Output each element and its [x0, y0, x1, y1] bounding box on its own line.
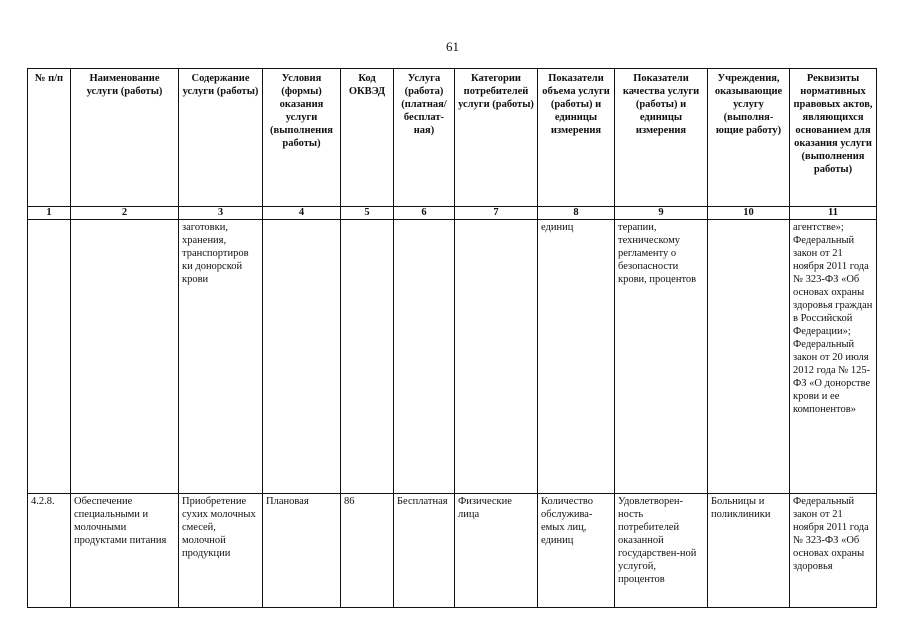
services-table	[27, 68, 877, 608]
header-cell: Наименование услуги (работы)	[71, 69, 179, 207]
table-cell: Приобретение сухих молочных смесей, молочной продукции	[179, 494, 263, 608]
column-number: 2	[71, 207, 179, 220]
page-number: 61	[446, 39, 459, 54]
column-number: 6	[394, 207, 455, 220]
column-number: 3	[179, 207, 263, 220]
column-number-row	[28, 207, 877, 220]
table-cell: терапии, техническому регламенту о безопасности крови, процентов	[615, 220, 708, 494]
table-cell	[455, 220, 538, 494]
table-cell: Удовлетворен-ность потребителей оказанной государствен-ной услугой, процентов	[615, 494, 708, 608]
column-number: 5	[341, 207, 394, 220]
table-cell: агентстве»; Федеральный закон от 21 ноября 2011 года № 323-ФЗ «Об основах охраны здоровья граждан в Российской Федерации»; Федеральный закон от 20 июля 2012 года № 125-ФЗ «О донорстве крови и ее компонентов»	[790, 220, 877, 494]
table-cell: Больницы и поликлиники	[708, 494, 790, 608]
table-cell: Физические лица	[455, 494, 538, 608]
header-cell: Показатели объема услуги (работы) и единицы измерения	[538, 69, 615, 207]
header-cell: Условия (формы) оказания услуги (выполнения работы)	[263, 69, 341, 207]
table-cell: Плановая	[263, 494, 341, 608]
table-cell	[708, 220, 790, 494]
column-number: 10	[708, 207, 790, 220]
table-row	[28, 220, 877, 494]
header-cell: Код ОКВЭД	[341, 69, 394, 207]
column-number: 9	[615, 207, 708, 220]
table-row	[28, 494, 877, 608]
table-cell: Бесплатная	[394, 494, 455, 608]
header-row	[28, 69, 877, 207]
table-cell: Количество обслужива-емых лиц, единиц	[538, 494, 615, 608]
table-cell: 4.2.8.	[28, 494, 71, 608]
table-cell: Обеспечение специальными и молочными продуктами питания	[71, 494, 179, 608]
column-number: 7	[455, 207, 538, 220]
table-cell: заготовки, хранения, транспортиров ки донорской крови	[179, 220, 263, 494]
column-number: 1	[28, 207, 71, 220]
header-cell: № п/п	[28, 69, 71, 207]
table-cell: Федеральный закон от 21 ноября 2011 года № 323-ФЗ «Об основах охраны здоровья	[790, 494, 877, 608]
table-cell: единиц	[538, 220, 615, 494]
header-cell: Категории потребителей услуги (работы)	[455, 69, 538, 207]
column-number: 11	[790, 207, 877, 220]
header-cell: Реквизиты нормативных правовых актов, являющихся основанием для оказания услуги (выполнения работы)	[790, 69, 877, 207]
header-cell: Учреждения, оказывающие услугу (выполня-ющие работу)	[708, 69, 790, 207]
table-cell: 86	[341, 494, 394, 608]
header-cell: Содержание услуги (работы)	[179, 69, 263, 207]
table-cell	[28, 220, 71, 494]
table-cell	[341, 220, 394, 494]
header-cell: Показатели качества услуги (работы) и единицы измерения	[615, 69, 708, 207]
column-number: 8	[538, 207, 615, 220]
table-cell	[71, 220, 179, 494]
table-cell	[394, 220, 455, 494]
table-cell	[263, 220, 341, 494]
header-cell: Услуга (работа) (платная/ бесплат-ная)	[394, 69, 455, 207]
column-number: 4	[263, 207, 341, 220]
